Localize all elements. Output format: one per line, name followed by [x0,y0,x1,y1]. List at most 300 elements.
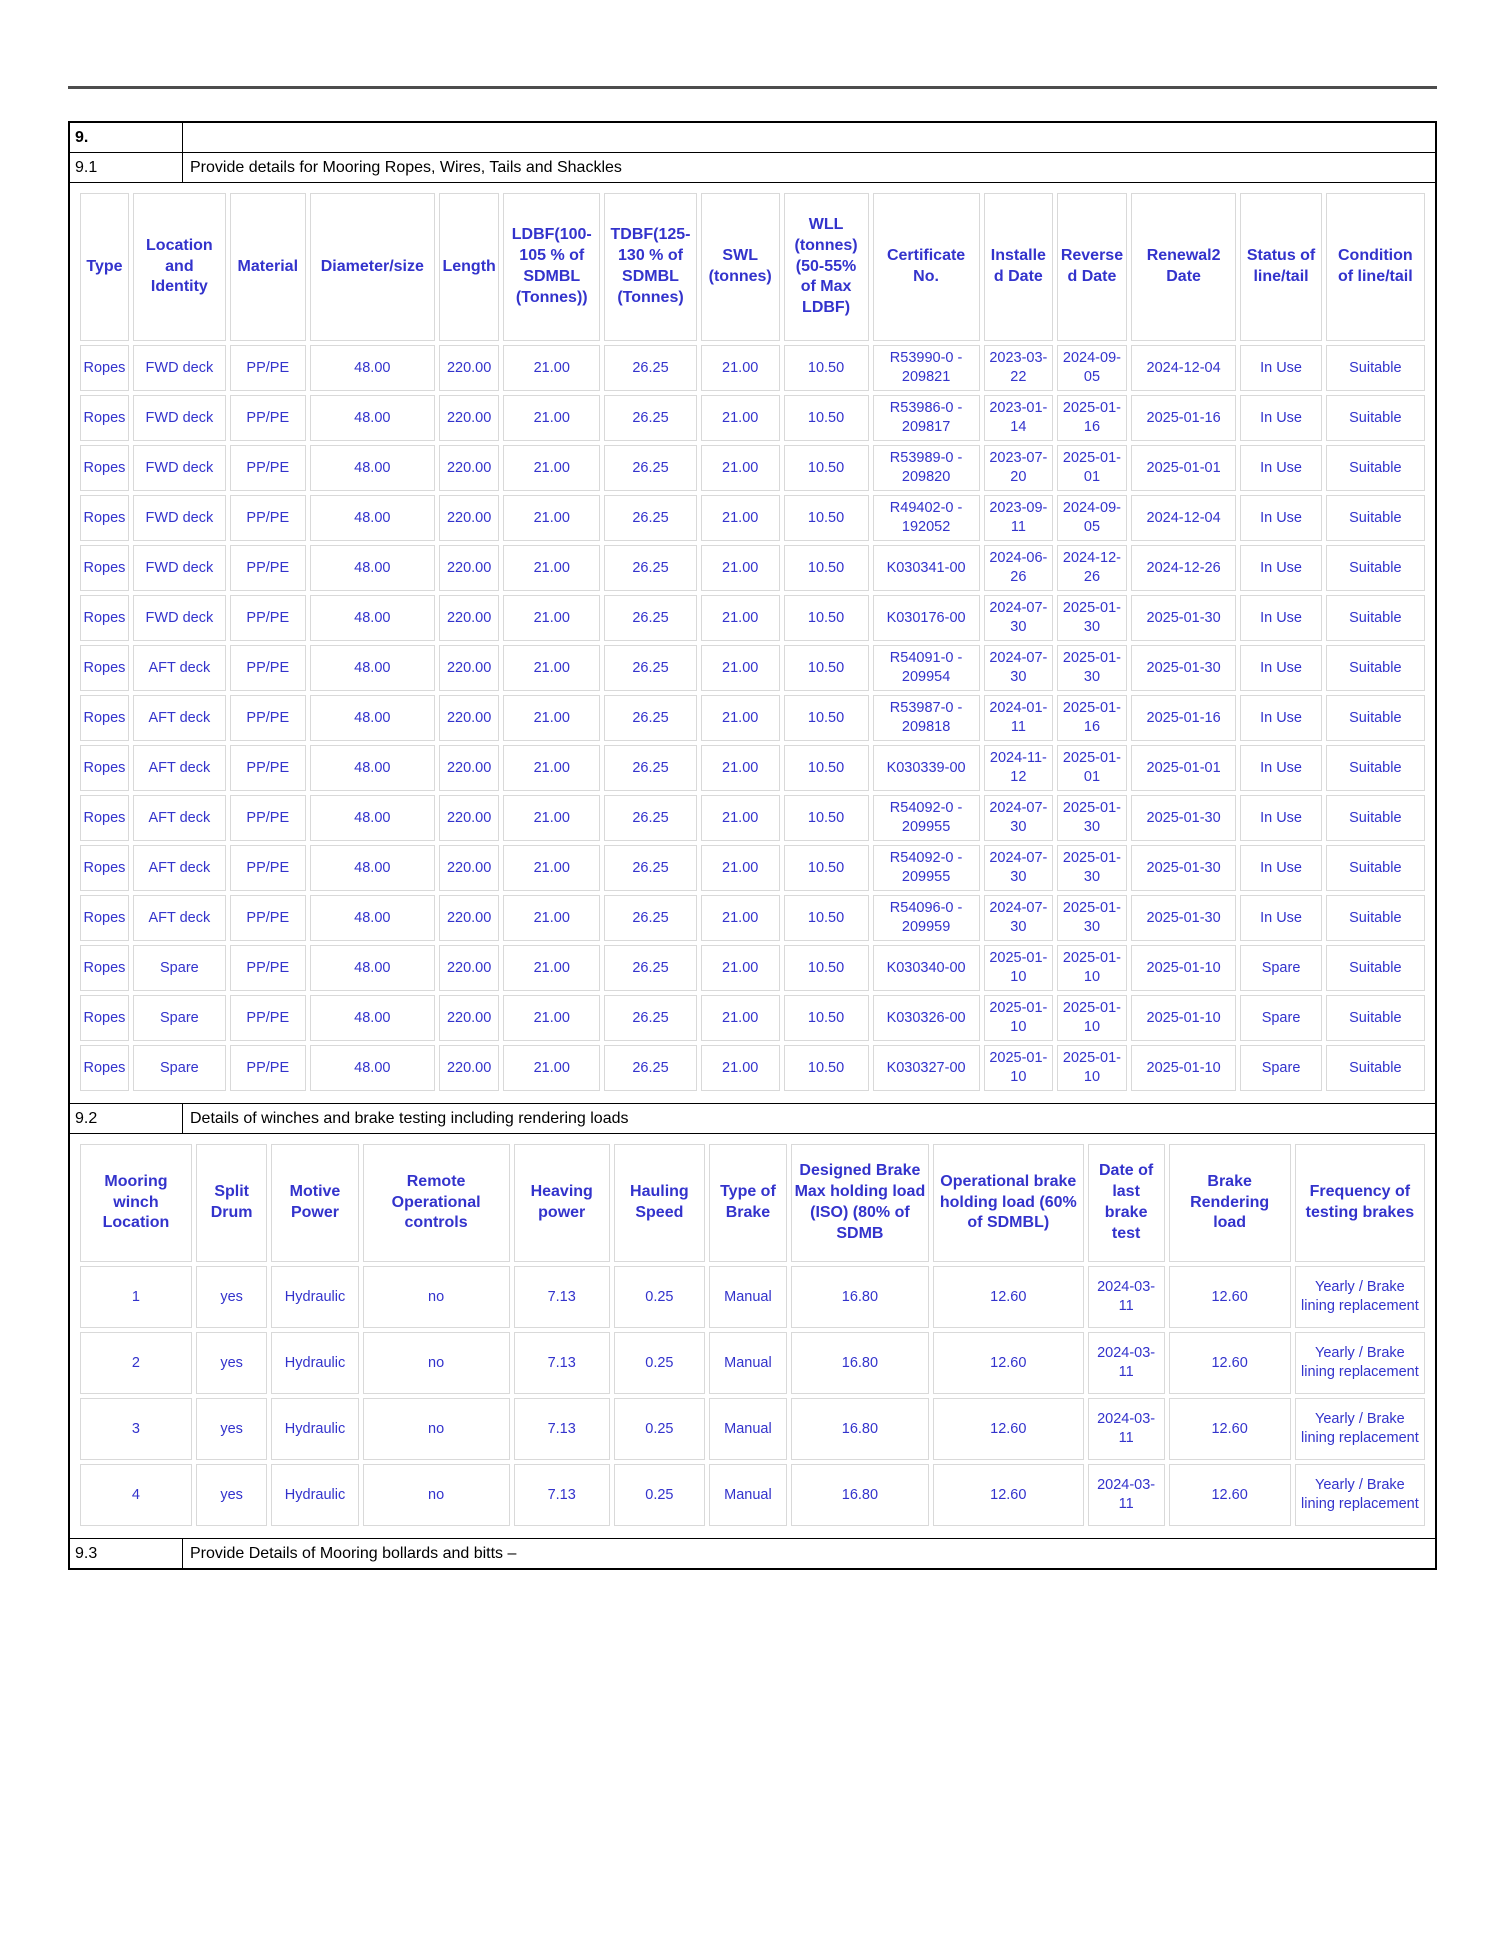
table-cell: 21.00 [701,945,780,991]
table-row [80,745,1425,791]
table-cell: 26.25 [604,745,697,791]
table-cell: 21.00 [701,545,780,591]
table-cell: 26.25 [604,495,697,541]
table-row [80,1266,1425,1328]
table-cell: 0.25 [614,1332,705,1394]
table-cell: 21.00 [701,745,780,791]
mooring-section-form [68,121,1437,1570]
table-cell: 2025-01-16 [1057,695,1127,741]
column-header: TDBF(125-130 % of SDMBL (Tonnes) [604,193,697,341]
table-cell: 48.00 [310,695,435,741]
table-cell: Ropes [80,895,129,941]
winches-table-container [70,1134,1435,1539]
table-cell: Suitable [1326,845,1425,891]
table-cell: Ropes [80,845,129,891]
table-cell: K030339-00 [873,745,980,791]
table-cell: Ropes [80,595,129,641]
section-9-row [70,123,1435,153]
table-cell: PP/PE [230,945,306,991]
table-cell: 2025-01-10 [984,945,1054,991]
table-cell: 4 [80,1464,192,1526]
table-cell: Spare [1240,945,1321,991]
table-cell: 2025-01-30 [1057,795,1127,841]
table-cell: 26.25 [604,645,697,691]
table-cell: 21.00 [701,695,780,741]
table-cell: 10.50 [784,1045,869,1091]
table-cell: 220.00 [439,495,500,541]
table-cell: 48.00 [310,945,435,991]
table-cell: 7.13 [514,1398,610,1460]
table-cell: 220.00 [439,645,500,691]
table-cell: 220.00 [439,795,500,841]
table-row [80,695,1425,741]
table-cell: Manual [709,1464,787,1526]
table-cell: 10.50 [784,745,869,791]
table-cell: 26.25 [604,995,697,1041]
table-cell: 2025-01-10 [984,1045,1054,1091]
table-cell: 7.13 [514,1266,610,1328]
table-cell: In Use [1240,445,1321,491]
table-cell: Suitable [1326,545,1425,591]
table-cell: Suitable [1326,445,1425,491]
table-cell: In Use [1240,695,1321,741]
column-header: LDBF(100-105 % of SDMBL (Tonnes)) [503,193,600,341]
table-cell: PP/PE [230,645,306,691]
table-cell: AFT deck [133,795,226,841]
table-cell: 2025-01-01 [1131,745,1237,791]
table-cell: 2024-03-11 [1088,1398,1165,1460]
table-cell: 10.50 [784,495,869,541]
winches-table-body [80,1266,1425,1526]
table-cell: Ropes [80,345,129,391]
table-cell: 2024-12-04 [1131,345,1237,391]
mooring-ropes-table [76,189,1429,1095]
table-cell: 7.13 [514,1464,610,1526]
section-9-2-row [70,1104,1435,1134]
table-cell: 2024-09-05 [1057,345,1127,391]
table-cell: 26.25 [604,545,697,591]
column-header: SWL (tonnes) [701,193,780,341]
table-cell: 2024-07-30 [984,795,1054,841]
column-header: Heaving power [514,1144,610,1262]
table-cell: 2025-01-30 [1131,645,1237,691]
table-cell: AFT deck [133,845,226,891]
table-cell: 21.00 [503,995,600,1041]
table-cell: 2024-12-04 [1131,495,1237,541]
table-cell: 21.00 [503,595,600,641]
table-cell: 21.00 [701,445,780,491]
table-cell: 2 [80,1332,192,1394]
table-cell: 220.00 [439,895,500,941]
table-cell: 2024-03-11 [1088,1464,1165,1526]
table-cell: 10.50 [784,895,869,941]
table-cell: PP/PE [230,345,306,391]
table-cell: In Use [1240,345,1321,391]
table-cell: 10.50 [784,595,869,641]
table-cell: AFT deck [133,695,226,741]
table-cell: Spare [1240,995,1321,1041]
table-cell: 0.25 [614,1398,705,1460]
table-cell: 48.00 [310,845,435,891]
table-cell: Hydraulic [271,1398,358,1460]
table-cell: Spare [133,995,226,1041]
table-row [80,1332,1425,1394]
table-cell: 2025-01-16 [1131,395,1237,441]
column-header: Status of line/tail [1240,193,1321,341]
table-cell: Spare [133,945,226,991]
table-cell: 0.25 [614,1266,705,1328]
table-cell: 21.00 [701,495,780,541]
table-cell: PP/PE [230,745,306,791]
table-cell: 2024-03-11 [1088,1266,1165,1328]
table-cell: In Use [1240,795,1321,841]
table-cell: 220.00 [439,945,500,991]
table-cell: 2025-01-30 [1131,595,1237,641]
table-cell: In Use [1240,845,1321,891]
table-cell: PP/PE [230,895,306,941]
table-cell: no [363,1464,510,1526]
table-row [80,345,1425,391]
table-cell: 2025-01-30 [1057,645,1127,691]
table-cell: 2025-01-30 [1057,895,1127,941]
table-cell: 21.00 [503,395,600,441]
table-cell: 2024-12-26 [1057,545,1127,591]
table-cell: R53987-0 - 209818 [873,695,980,741]
table-cell: R54092-0 - 209955 [873,845,980,891]
column-header: Motive Power [271,1144,358,1262]
table-cell: 12.60 [1169,1266,1291,1328]
table-cell: Ropes [80,495,129,541]
table-cell: Ropes [80,645,129,691]
table-cell: K030176-00 [873,595,980,641]
table-row [80,595,1425,641]
table-cell: 26.25 [604,1045,697,1091]
table-cell: 2025-01-10 [1131,995,1237,1041]
table-cell: AFT deck [133,895,226,941]
table-cell: 2024-07-30 [984,895,1054,941]
column-header: Reversed Date [1057,193,1127,341]
table-cell: 2025-01-10 [1057,945,1127,991]
section-9-1-number: 9.1 [70,153,183,182]
table-cell: 220.00 [439,445,500,491]
table-row [80,1045,1425,1091]
table-cell: 2023-01-14 [984,395,1054,441]
table-cell: K030326-00 [873,995,980,1041]
table-cell: Ropes [80,745,129,791]
table-cell: yes [196,1266,268,1328]
column-header: Certificate No. [873,193,980,341]
table-cell: PP/PE [230,395,306,441]
table-cell: 48.00 [310,645,435,691]
table-cell: FWD deck [133,395,226,441]
column-header: Frequency of testing brakes [1295,1144,1425,1262]
table-cell: 2024-07-30 [984,595,1054,641]
table-cell: 2025-01-30 [1057,845,1127,891]
table-cell: FWD deck [133,445,226,491]
table-cell: 220.00 [439,595,500,641]
column-header: Remote Operational controls [363,1144,510,1262]
table-cell: 10.50 [784,995,869,1041]
table-cell: Ropes [80,1045,129,1091]
table-cell: Suitable [1326,795,1425,841]
column-header: Split Drum [196,1144,268,1262]
table-cell: 2025-01-16 [1057,395,1127,441]
table-cell: Manual [709,1398,787,1460]
table-row [80,1398,1425,1460]
table-cell: PP/PE [230,995,306,1041]
table-cell: PP/PE [230,595,306,641]
table-cell: 21.00 [503,945,600,991]
table-cell: 21.00 [503,445,600,491]
table-cell: Suitable [1326,745,1425,791]
table-cell: 2024-12-26 [1131,545,1237,591]
table-cell: Hydraulic [271,1332,358,1394]
table-cell: 48.00 [310,795,435,841]
table-cell: In Use [1240,895,1321,941]
table-cell: 21.00 [701,845,780,891]
table-cell: 2025-01-01 [1057,745,1127,791]
column-header: Length [439,193,500,341]
ropes-table-header [80,193,1425,341]
table-cell: 2025-01-10 [1131,1045,1237,1091]
table-cell: no [363,1398,510,1460]
column-header: Material [230,193,306,341]
table-row [80,445,1425,491]
section-9-2-title: Details of winches and brake testing including rendering loads [190,1109,629,1127]
table-cell: Suitable [1326,895,1425,941]
table-cell: 2025-01-10 [1057,1045,1127,1091]
table-cell: 48.00 [310,445,435,491]
table-cell: 21.00 [701,1045,780,1091]
table-row [80,895,1425,941]
table-cell: 48.00 [310,495,435,541]
table-cell: 2023-07-20 [984,445,1054,491]
table-cell: 220.00 [439,345,500,391]
ropes-table-body [80,345,1425,1091]
table-cell: 16.80 [791,1266,929,1328]
table-cell: 21.00 [701,995,780,1041]
column-header: Diameter/size [310,193,435,341]
table-cell: 220.00 [439,1045,500,1091]
table-cell: In Use [1240,745,1321,791]
table-cell: In Use [1240,395,1321,441]
table-cell: 26.25 [604,845,697,891]
table-cell: Yearly / Brake lining replacement [1295,1464,1425,1526]
table-cell: PP/PE [230,795,306,841]
column-header: Brake Rendering load [1169,1144,1291,1262]
table-cell: 3 [80,1398,192,1460]
table-cell: 21.00 [701,895,780,941]
table-cell: 12.60 [933,1266,1084,1328]
table-cell: 2025-01-01 [1131,445,1237,491]
table-cell: In Use [1240,595,1321,641]
table-cell: 2024-06-26 [984,545,1054,591]
table-cell: 48.00 [310,595,435,641]
table-cell: yes [196,1398,268,1460]
table-cell: Ropes [80,795,129,841]
table-cell: PP/PE [230,445,306,491]
table-cell: 10.50 [784,445,869,491]
table-cell: 26.25 [604,695,697,741]
table-cell: 2024-01-11 [984,695,1054,741]
table-cell: 21.00 [701,345,780,391]
table-cell: Ropes [80,445,129,491]
table-cell: R53989-0 - 209820 [873,445,980,491]
table-cell: 21.00 [503,695,600,741]
column-header: Renewal2 Date [1131,193,1237,341]
table-row [80,395,1425,441]
table-cell: FWD deck [133,345,226,391]
header-row [80,193,1425,341]
table-cell: 16.80 [791,1332,929,1394]
table-cell: 12.60 [933,1464,1084,1526]
table-cell: Spare [133,1045,226,1091]
table-cell: 26.25 [604,445,697,491]
section-9-3-title: Provide Details of Mooring bollards and bitts – [190,1544,517,1562]
table-cell: 10.50 [784,845,869,891]
table-cell: 21.00 [503,545,600,591]
table-cell: 2025-01-30 [1057,595,1127,641]
table-cell: In Use [1240,495,1321,541]
column-header: Condition of line/tail [1326,193,1425,341]
column-header: Mooring winch Location [80,1144,192,1262]
table-cell: 220.00 [439,745,500,791]
table-cell: 12.60 [1169,1464,1291,1526]
table-cell: 21.00 [503,895,600,941]
column-header: Operational brake holding load (60% of SDMBL) [933,1144,1084,1262]
table-cell: 2025-01-10 [984,995,1054,1041]
table-cell: 21.00 [503,1045,600,1091]
table-cell: Suitable [1326,345,1425,391]
table-cell: Suitable [1326,645,1425,691]
column-header: Type of Brake [709,1144,787,1262]
table-cell: In Use [1240,545,1321,591]
table-row [80,845,1425,891]
table-cell: 2024-11-12 [984,745,1054,791]
table-cell: 10.50 [784,645,869,691]
table-cell: Suitable [1326,945,1425,991]
table-cell: 12.60 [933,1398,1084,1460]
table-cell: 21.00 [701,595,780,641]
table-cell: 48.00 [310,345,435,391]
column-header: WLL (tonnes) (50-55% of Max LDBF) [784,193,869,341]
table-cell: 2025-01-16 [1131,695,1237,741]
table-cell: 21.00 [503,845,600,891]
table-cell: 10.50 [784,795,869,841]
table-cell: 2025-01-30 [1131,795,1237,841]
table-cell: K030341-00 [873,545,980,591]
section-9-3-number: 9.3 [70,1539,183,1568]
table-cell: 21.00 [503,795,600,841]
table-cell: 10.50 [784,945,869,991]
table-cell: Spare [1240,1045,1321,1091]
table-cell: 0.25 [614,1464,705,1526]
table-cell: 2025-01-10 [1131,945,1237,991]
table-cell: R49402-0 - 192052 [873,495,980,541]
section-9-3-row [70,1539,1435,1568]
table-row [80,795,1425,841]
table-cell: 26.25 [604,395,697,441]
table-cell: 26.25 [604,795,697,841]
section-9-2-number: 9.2 [70,1104,183,1133]
table-cell: 10.50 [784,395,869,441]
table-cell: 48.00 [310,895,435,941]
table-cell: no [363,1332,510,1394]
table-cell: 21.00 [503,345,600,391]
table-cell: no [363,1266,510,1328]
table-cell: 2025-01-30 [1131,845,1237,891]
table-cell: 48.00 [310,745,435,791]
table-cell: 2023-09-11 [984,495,1054,541]
table-cell: AFT deck [133,645,226,691]
table-cell: Suitable [1326,1045,1425,1091]
table-row [80,645,1425,691]
table-cell: yes [196,1464,268,1526]
table-cell: 21.00 [701,645,780,691]
column-header: Location and Identity [133,193,226,341]
mooring-winches-table [76,1140,1429,1530]
table-cell: 48.00 [310,995,435,1041]
table-cell: Ropes [80,545,129,591]
table-cell: Suitable [1326,395,1425,441]
table-cell: 26.25 [604,595,697,641]
ropes-table-container [70,183,1435,1104]
column-header: Designed Brake Max holding load (ISO) (80% of SDMB [791,1144,929,1262]
table-cell: FWD deck [133,545,226,591]
page-header-rule [68,86,1437,89]
table-cell: 2025-01-10 [1057,995,1127,1041]
table-row [80,995,1425,1041]
section-9-1-title: Provide details for Mooring Ropes, Wires, Tails and Shackles [190,158,622,176]
table-cell: 21.00 [503,645,600,691]
table-cell: Yearly / Brake lining replacement [1295,1398,1425,1460]
table-row [80,495,1425,541]
table-cell: R54096-0 - 209959 [873,895,980,941]
table-cell: Manual [709,1266,787,1328]
section-9-number: 9. [70,123,183,152]
table-cell: 21.00 [503,745,600,791]
header-row [80,1144,1425,1262]
table-cell: K030327-00 [873,1045,980,1091]
column-header: Type [80,193,129,341]
table-row [80,1464,1425,1526]
table-row [80,545,1425,591]
table-cell: Suitable [1326,995,1425,1041]
table-cell: Yearly / Brake lining replacement [1295,1266,1425,1328]
column-header: Date of last brake test [1088,1144,1165,1262]
table-cell: 21.00 [701,795,780,841]
table-cell: 7.13 [514,1332,610,1394]
table-cell: PP/PE [230,695,306,741]
table-cell: 2025-01-01 [1057,445,1127,491]
table-cell: 48.00 [310,545,435,591]
table-cell: In Use [1240,645,1321,691]
table-cell: 1 [80,1266,192,1328]
table-cell: 220.00 [439,845,500,891]
table-cell: 48.00 [310,1045,435,1091]
winches-table-header [80,1144,1425,1262]
column-header: Installed Date [984,193,1054,341]
table-cell: 12.60 [933,1332,1084,1394]
table-cell: AFT deck [133,745,226,791]
table-row [80,945,1425,991]
table-cell: 16.80 [791,1398,929,1460]
table-cell: 12.60 [1169,1332,1291,1394]
column-header: Hauling Speed [614,1144,705,1262]
table-cell: 220.00 [439,395,500,441]
table-cell: K030340-00 [873,945,980,991]
table-cell: Manual [709,1332,787,1394]
